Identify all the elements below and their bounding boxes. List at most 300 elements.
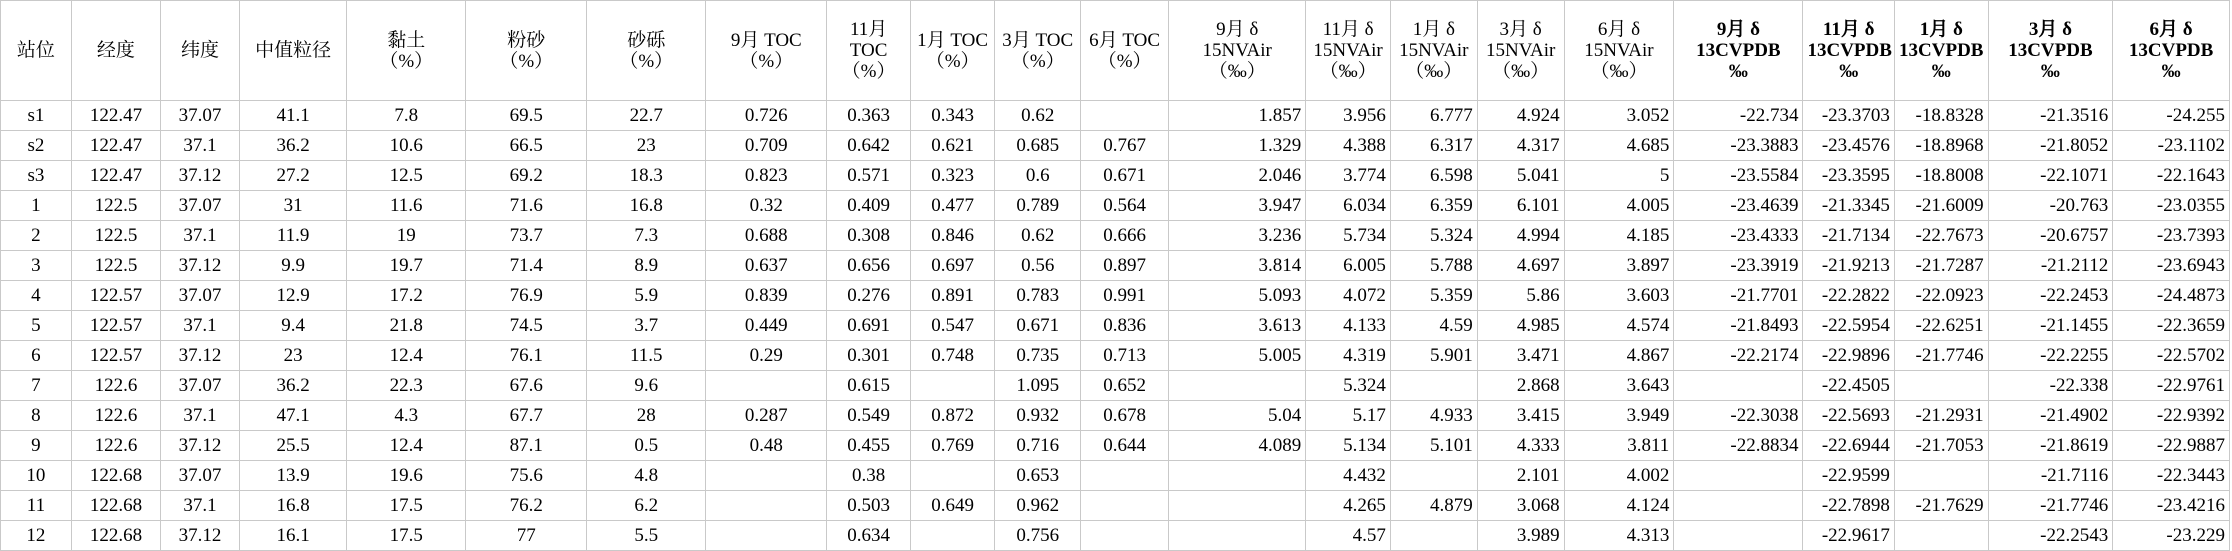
- station-cell[interactable]: 8: [1, 401, 72, 431]
- station-cell[interactable]: 2: [1, 221, 72, 251]
- table-cell[interactable]: [1081, 491, 1169, 521]
- table-cell[interactable]: 0.846: [910, 221, 995, 251]
- table-cell[interactable]: 1.329: [1169, 131, 1306, 161]
- table-cell[interactable]: 0.621: [910, 131, 995, 161]
- table-cell[interactable]: 6.034: [1306, 191, 1391, 221]
- table-cell[interactable]: -23.3919: [1674, 251, 1803, 281]
- table-cell[interactable]: 4.089: [1169, 431, 1306, 461]
- station-cell[interactable]: 12: [1, 521, 72, 551]
- table-cell[interactable]: -23.4639: [1674, 191, 1803, 221]
- table-cell[interactable]: 7.3: [587, 221, 706, 251]
- table-cell[interactable]: 0.823: [706, 161, 827, 191]
- station-cell[interactable]: s3: [1, 161, 72, 191]
- table-cell[interactable]: 16.8: [239, 491, 346, 521]
- table-cell[interactable]: 122.6: [71, 371, 160, 401]
- table-cell[interactable]: 0.477: [910, 191, 995, 221]
- station-cell[interactable]: 7: [1, 371, 72, 401]
- table-cell[interactable]: 3.613: [1169, 311, 1306, 341]
- table-cell[interactable]: -23.4576: [1803, 131, 1894, 161]
- table-cell[interactable]: 4.59: [1390, 311, 1477, 341]
- table-cell[interactable]: 37.1: [161, 131, 240, 161]
- table-cell[interactable]: 0.547: [910, 311, 995, 341]
- table-cell[interactable]: 3.7: [587, 311, 706, 341]
- table-cell[interactable]: 19.7: [347, 251, 466, 281]
- table-cell[interactable]: -23.0355: [2113, 191, 2230, 221]
- table-cell[interactable]: -23.4333: [1674, 221, 1803, 251]
- table-cell[interactable]: 3.989: [1477, 521, 1564, 551]
- table-cell[interactable]: 4.388: [1306, 131, 1391, 161]
- column-header[interactable]: 11月 δ 13CVPDB ‰: [1803, 1, 1894, 101]
- table-cell[interactable]: [910, 521, 995, 551]
- table-cell[interactable]: [1390, 521, 1477, 551]
- table-cell[interactable]: 1.095: [995, 371, 1081, 401]
- table-cell[interactable]: -22.1643: [2113, 161, 2230, 191]
- table-cell[interactable]: 5.788: [1390, 251, 1477, 281]
- table-cell[interactable]: 3.471: [1477, 341, 1564, 371]
- table-cell[interactable]: [706, 491, 827, 521]
- table-cell[interactable]: -23.1102: [2113, 131, 2230, 161]
- table-cell[interactable]: -21.8619: [1988, 431, 2113, 461]
- station-cell[interactable]: s2: [1, 131, 72, 161]
- table-cell[interactable]: 122.68: [71, 461, 160, 491]
- table-cell[interactable]: [910, 461, 995, 491]
- table-cell[interactable]: 0.709: [706, 131, 827, 161]
- table-cell[interactable]: -21.7116: [1988, 461, 2113, 491]
- station-cell[interactable]: 6: [1, 341, 72, 371]
- column-header[interactable]: 6月 δ 13CVPDB ‰: [2113, 1, 2230, 101]
- table-cell[interactable]: 0.688: [706, 221, 827, 251]
- table-cell[interactable]: -22.3659: [2113, 311, 2230, 341]
- table-cell[interactable]: 0.571: [827, 161, 910, 191]
- column-header[interactable]: 3月 δ 13CVPDB ‰: [1988, 1, 2113, 101]
- table-cell[interactable]: 0.56: [995, 251, 1081, 281]
- table-cell[interactable]: 37.07: [161, 371, 240, 401]
- table-cell[interactable]: -21.7053: [1894, 431, 1988, 461]
- table-cell[interactable]: [706, 521, 827, 551]
- table-cell[interactable]: 71.4: [466, 251, 587, 281]
- table-cell[interactable]: [1894, 521, 1988, 551]
- table-cell[interactable]: [1081, 461, 1169, 491]
- table-cell[interactable]: 76.2: [466, 491, 587, 521]
- table-cell[interactable]: 37.12: [161, 251, 240, 281]
- table-cell[interactable]: 75.6: [466, 461, 587, 491]
- table-cell[interactable]: 0.29: [706, 341, 827, 371]
- table-cell[interactable]: 6.005: [1306, 251, 1391, 281]
- table-cell[interactable]: 0.287: [706, 401, 827, 431]
- table-cell[interactable]: 5.005: [1169, 341, 1306, 371]
- table-cell[interactable]: 23: [587, 131, 706, 161]
- table-cell[interactable]: [1894, 371, 1988, 401]
- table-cell[interactable]: 69.2: [466, 161, 587, 191]
- table-cell[interactable]: [1674, 371, 1803, 401]
- table-cell[interactable]: 4.432: [1306, 461, 1391, 491]
- table-cell[interactable]: -23.4216: [2113, 491, 2230, 521]
- table-cell[interactable]: 22.7: [587, 101, 706, 131]
- table-cell[interactable]: 0.276: [827, 281, 910, 311]
- table-cell[interactable]: -22.0923: [1894, 281, 1988, 311]
- table-cell[interactable]: 37.12: [161, 431, 240, 461]
- table-cell[interactable]: 3.947: [1169, 191, 1306, 221]
- table-cell[interactable]: 0.363: [827, 101, 910, 131]
- table-cell[interactable]: 122.5: [71, 251, 160, 281]
- table-cell[interactable]: 37.07: [161, 281, 240, 311]
- table-cell[interactable]: -21.2931: [1894, 401, 1988, 431]
- table-cell[interactable]: 69.5: [466, 101, 587, 131]
- table-cell[interactable]: 71.6: [466, 191, 587, 221]
- table-cell[interactable]: -22.7898: [1803, 491, 1894, 521]
- table-cell[interactable]: 4.133: [1306, 311, 1391, 341]
- table-cell[interactable]: 16.8: [587, 191, 706, 221]
- table-cell[interactable]: 122.6: [71, 401, 160, 431]
- column-header[interactable]: 6月 δ 15NVAir （‰）: [1564, 1, 1674, 101]
- table-cell[interactable]: 3.415: [1477, 401, 1564, 431]
- table-cell[interactable]: 77: [466, 521, 587, 551]
- column-header[interactable]: 3月 δ 15NVAir （‰）: [1477, 1, 1564, 101]
- table-cell[interactable]: 12.5: [347, 161, 466, 191]
- table-cell[interactable]: -24.255: [2113, 101, 2230, 131]
- table-cell[interactable]: 0.872: [910, 401, 995, 431]
- table-cell[interactable]: -23.229: [2113, 521, 2230, 551]
- table-cell[interactable]: 0.767: [1081, 131, 1169, 161]
- station-cell[interactable]: s1: [1, 101, 72, 131]
- table-cell[interactable]: [1169, 491, 1306, 521]
- table-cell[interactable]: [1894, 461, 1988, 491]
- table-cell[interactable]: -23.5584: [1674, 161, 1803, 191]
- table-cell[interactable]: 37.12: [161, 521, 240, 551]
- table-cell[interactable]: [1169, 461, 1306, 491]
- table-cell[interactable]: -22.2822: [1803, 281, 1894, 311]
- table-cell[interactable]: 4.317: [1477, 131, 1564, 161]
- table-cell[interactable]: [1169, 521, 1306, 551]
- table-cell[interactable]: 37.07: [161, 461, 240, 491]
- table-cell[interactable]: 41.1: [239, 101, 346, 131]
- table-cell[interactable]: -21.7629: [1894, 491, 1988, 521]
- table-cell[interactable]: -22.9896: [1803, 341, 1894, 371]
- table-cell[interactable]: 122.68: [71, 521, 160, 551]
- table-cell[interactable]: 122.57: [71, 341, 160, 371]
- table-cell[interactable]: 37.12: [161, 161, 240, 191]
- column-header[interactable]: 3月 TOC （%）: [995, 1, 1081, 101]
- table-cell[interactable]: 0.549: [827, 401, 910, 431]
- table-cell[interactable]: 0.769: [910, 431, 995, 461]
- table-cell[interactable]: 17.5: [347, 521, 466, 551]
- table-cell[interactable]: -21.9213: [1803, 251, 1894, 281]
- table-cell[interactable]: 4.574: [1564, 311, 1674, 341]
- table-cell[interactable]: 21.8: [347, 311, 466, 341]
- table-cell[interactable]: 7.8: [347, 101, 466, 131]
- table-cell[interactable]: -21.1455: [1988, 311, 2113, 341]
- table-cell[interactable]: 4.072: [1306, 281, 1391, 311]
- table-cell[interactable]: [1674, 491, 1803, 521]
- table-cell[interactable]: 37.07: [161, 101, 240, 131]
- table-cell[interactable]: -21.8493: [1674, 311, 1803, 341]
- table-cell[interactable]: 11.9: [239, 221, 346, 251]
- table-cell[interactable]: 5.134: [1306, 431, 1391, 461]
- table-cell[interactable]: 0.652: [1081, 371, 1169, 401]
- table-cell[interactable]: [1674, 521, 1803, 551]
- table-cell[interactable]: 0.789: [995, 191, 1081, 221]
- table-cell[interactable]: -23.6943: [2113, 251, 2230, 281]
- table-cell[interactable]: -21.3345: [1803, 191, 1894, 221]
- table-cell[interactable]: 22.3: [347, 371, 466, 401]
- table-cell[interactable]: -22.8834: [1674, 431, 1803, 461]
- table-cell[interactable]: 6.2: [587, 491, 706, 521]
- table-cell[interactable]: 87.1: [466, 431, 587, 461]
- table-cell[interactable]: -22.2543: [1988, 521, 2113, 551]
- table-cell[interactable]: 122.57: [71, 281, 160, 311]
- column-header[interactable]: 9月 δ 13CVPDB ‰: [1674, 1, 1803, 101]
- table-cell[interactable]: 3.774: [1306, 161, 1391, 191]
- table-cell[interactable]: 5.359: [1390, 281, 1477, 311]
- table-cell[interactable]: 9.6: [587, 371, 706, 401]
- table-cell[interactable]: 66.5: [466, 131, 587, 161]
- table-cell[interactable]: 4.867: [1564, 341, 1674, 371]
- table-cell[interactable]: 31: [239, 191, 346, 221]
- table-cell[interactable]: -22.338: [1988, 371, 2113, 401]
- table-cell[interactable]: 16.1: [239, 521, 346, 551]
- table-cell[interactable]: 4.994: [1477, 221, 1564, 251]
- column-header[interactable]: 黏土 （%）: [347, 1, 466, 101]
- table-cell[interactable]: -18.8008: [1894, 161, 1988, 191]
- table-cell[interactable]: -23.3703: [1803, 101, 1894, 131]
- table-cell[interactable]: 4.57: [1306, 521, 1391, 551]
- table-cell[interactable]: -21.7746: [1894, 341, 1988, 371]
- table-cell[interactable]: 0.891: [910, 281, 995, 311]
- table-cell[interactable]: [1081, 521, 1169, 551]
- table-cell[interactable]: 0.713: [1081, 341, 1169, 371]
- table-cell[interactable]: -21.7701: [1674, 281, 1803, 311]
- table-cell[interactable]: 0.409: [827, 191, 910, 221]
- column-header[interactable]: 站位: [1, 1, 72, 101]
- table-cell[interactable]: -22.9599: [1803, 461, 1894, 491]
- table-cell[interactable]: 122.47: [71, 161, 160, 191]
- table-cell[interactable]: 6.777: [1390, 101, 1477, 131]
- table-cell[interactable]: 2.101: [1477, 461, 1564, 491]
- table-cell[interactable]: [706, 461, 827, 491]
- table-cell[interactable]: 0.62: [995, 221, 1081, 251]
- table-cell[interactable]: -22.9887: [2113, 431, 2230, 461]
- table-cell[interactable]: 0.62: [995, 101, 1081, 131]
- table-cell[interactable]: 122.68: [71, 491, 160, 521]
- table-cell[interactable]: 122.5: [71, 191, 160, 221]
- column-header[interactable]: 6月 TOC （%）: [1081, 1, 1169, 101]
- table-cell[interactable]: 0.323: [910, 161, 995, 191]
- table-cell[interactable]: 5.734: [1306, 221, 1391, 251]
- table-cell[interactable]: 37.1: [161, 401, 240, 431]
- table-cell[interactable]: 4.333: [1477, 431, 1564, 461]
- table-cell[interactable]: 4.005: [1564, 191, 1674, 221]
- table-cell[interactable]: 73.7: [466, 221, 587, 251]
- table-cell[interactable]: 11.6: [347, 191, 466, 221]
- table-cell[interactable]: 0.756: [995, 521, 1081, 551]
- table-cell[interactable]: 19: [347, 221, 466, 251]
- station-cell[interactable]: 10: [1, 461, 72, 491]
- table-cell[interactable]: 37.1: [161, 311, 240, 341]
- column-header[interactable]: 纬度: [161, 1, 240, 101]
- table-cell[interactable]: 76.9: [466, 281, 587, 311]
- table-cell[interactable]: 0.649: [910, 491, 995, 521]
- table-cell[interactable]: -22.9392: [2113, 401, 2230, 431]
- table-cell[interactable]: 4.124: [1564, 491, 1674, 521]
- table-cell[interactable]: 9.4: [239, 311, 346, 341]
- table-cell[interactable]: 37.1: [161, 221, 240, 251]
- table-cell[interactable]: -21.7134: [1803, 221, 1894, 251]
- table-cell[interactable]: 0.697: [910, 251, 995, 281]
- table-cell[interactable]: 0.455: [827, 431, 910, 461]
- table-cell[interactable]: 13.9: [239, 461, 346, 491]
- table-cell[interactable]: -21.4902: [1988, 401, 2113, 431]
- table-cell[interactable]: 0.653: [995, 461, 1081, 491]
- table-cell[interactable]: -23.3883: [1674, 131, 1803, 161]
- table-cell[interactable]: 12.9: [239, 281, 346, 311]
- table-cell[interactable]: 4.685: [1564, 131, 1674, 161]
- table-cell[interactable]: 5.5: [587, 521, 706, 551]
- table-cell[interactable]: 3.814: [1169, 251, 1306, 281]
- table-cell[interactable]: 0.642: [827, 131, 910, 161]
- station-cell[interactable]: 1: [1, 191, 72, 221]
- table-cell[interactable]: 122.5: [71, 221, 160, 251]
- table-cell[interactable]: 0.897: [1081, 251, 1169, 281]
- table-cell[interactable]: -22.7673: [1894, 221, 1988, 251]
- table-cell[interactable]: 5.093: [1169, 281, 1306, 311]
- table-cell[interactable]: 0.726: [706, 101, 827, 131]
- table-cell[interactable]: -21.7287: [1894, 251, 1988, 281]
- table-cell[interactable]: 0.343: [910, 101, 995, 131]
- table-cell[interactable]: 5: [1564, 161, 1674, 191]
- table-cell[interactable]: 5.101: [1390, 431, 1477, 461]
- column-header[interactable]: 9月 TOC （%）: [706, 1, 827, 101]
- table-cell[interactable]: 0.637: [706, 251, 827, 281]
- column-header[interactable]: 11月 δ 15NVAir （‰）: [1306, 1, 1391, 101]
- table-cell[interactable]: 0.666: [1081, 221, 1169, 251]
- table-cell[interactable]: -22.6944: [1803, 431, 1894, 461]
- table-cell[interactable]: 122.57: [71, 311, 160, 341]
- table-cell[interactable]: 0.748: [910, 341, 995, 371]
- table-cell[interactable]: 6.598: [1390, 161, 1477, 191]
- station-cell[interactable]: 4: [1, 281, 72, 311]
- table-cell[interactable]: 4.265: [1306, 491, 1391, 521]
- table-cell[interactable]: 3.949: [1564, 401, 1674, 431]
- table-cell[interactable]: 3.068: [1477, 491, 1564, 521]
- table-cell[interactable]: 4.924: [1477, 101, 1564, 131]
- table-cell[interactable]: 0.308: [827, 221, 910, 251]
- table-cell[interactable]: -22.2255: [1988, 341, 2113, 371]
- table-cell[interactable]: 122.6: [71, 431, 160, 461]
- table-cell[interactable]: 4.933: [1390, 401, 1477, 431]
- table-cell[interactable]: 4.697: [1477, 251, 1564, 281]
- column-header[interactable]: 9月 δ 15NVAir （‰）: [1169, 1, 1306, 101]
- column-header[interactable]: 1月 δ 13CVPDB ‰: [1894, 1, 1988, 101]
- table-cell[interactable]: -18.8328: [1894, 101, 1988, 131]
- table-cell[interactable]: 3.811: [1564, 431, 1674, 461]
- table-cell[interactable]: -23.7393: [2113, 221, 2230, 251]
- table-cell[interactable]: 5.324: [1306, 371, 1391, 401]
- station-cell[interactable]: 9: [1, 431, 72, 461]
- table-cell[interactable]: 12.4: [347, 431, 466, 461]
- table-cell[interactable]: 17.5: [347, 491, 466, 521]
- table-cell[interactable]: 19.6: [347, 461, 466, 491]
- table-cell[interactable]: [1390, 461, 1477, 491]
- table-cell[interactable]: 3.956: [1306, 101, 1391, 131]
- table-cell[interactable]: 6.101: [1477, 191, 1564, 221]
- table-cell[interactable]: -22.3038: [1674, 401, 1803, 431]
- table-cell[interactable]: 0.6: [995, 161, 1081, 191]
- table-cell[interactable]: -22.1071: [1988, 161, 2113, 191]
- table-cell[interactable]: 0.634: [827, 521, 910, 551]
- table-cell[interactable]: 0.685: [995, 131, 1081, 161]
- column-header[interactable]: 11月 TOC （%）: [827, 1, 910, 101]
- table-cell[interactable]: -21.7746: [1988, 491, 2113, 521]
- table-cell[interactable]: 2.868: [1477, 371, 1564, 401]
- table-cell[interactable]: 4.3: [347, 401, 466, 431]
- table-cell[interactable]: 4.319: [1306, 341, 1391, 371]
- table-cell[interactable]: -22.6251: [1894, 311, 1988, 341]
- table-cell[interactable]: 37.1: [161, 491, 240, 521]
- table-cell[interactable]: 2.046: [1169, 161, 1306, 191]
- table-cell[interactable]: 5.17: [1306, 401, 1391, 431]
- table-cell[interactable]: 23: [239, 341, 346, 371]
- table-cell[interactable]: 12.4: [347, 341, 466, 371]
- column-header[interactable]: 1月 δ 15NVAir （‰）: [1390, 1, 1477, 101]
- table-cell[interactable]: [1390, 371, 1477, 401]
- table-cell[interactable]: 0.32: [706, 191, 827, 221]
- table-cell[interactable]: 11.5: [587, 341, 706, 371]
- table-cell[interactable]: 47.1: [239, 401, 346, 431]
- table-cell[interactable]: -24.4873: [2113, 281, 2230, 311]
- table-cell[interactable]: -22.734: [1674, 101, 1803, 131]
- table-cell[interactable]: -22.3443: [2113, 461, 2230, 491]
- table-cell[interactable]: 4.313: [1564, 521, 1674, 551]
- table-cell[interactable]: 0.671: [1081, 161, 1169, 191]
- table-cell[interactable]: -22.5693: [1803, 401, 1894, 431]
- table-cell[interactable]: 5.86: [1477, 281, 1564, 311]
- table-cell[interactable]: 5.324: [1390, 221, 1477, 251]
- station-cell[interactable]: 3: [1, 251, 72, 281]
- table-cell[interactable]: 0.836: [1081, 311, 1169, 341]
- table-cell[interactable]: 4.8: [587, 461, 706, 491]
- table-cell[interactable]: 36.2: [239, 131, 346, 161]
- table-cell[interactable]: 4.985: [1477, 311, 1564, 341]
- column-header[interactable]: 粉砂 （%）: [466, 1, 587, 101]
- table-cell[interactable]: 37.07: [161, 191, 240, 221]
- table-cell[interactable]: 3.603: [1564, 281, 1674, 311]
- table-cell[interactable]: 3.236: [1169, 221, 1306, 251]
- table-cell[interactable]: 74.5: [466, 311, 587, 341]
- table-cell[interactable]: 0.449: [706, 311, 827, 341]
- table-cell[interactable]: [1674, 461, 1803, 491]
- table-cell[interactable]: 36.2: [239, 371, 346, 401]
- table-cell[interactable]: [1169, 371, 1306, 401]
- table-cell[interactable]: 6.359: [1390, 191, 1477, 221]
- table-cell[interactable]: [706, 371, 827, 401]
- table-cell[interactable]: 25.5: [239, 431, 346, 461]
- station-cell[interactable]: 5: [1, 311, 72, 341]
- table-cell[interactable]: -23.3595: [1803, 161, 1894, 191]
- table-cell[interactable]: 0.678: [1081, 401, 1169, 431]
- table-cell[interactable]: 67.7: [466, 401, 587, 431]
- column-header[interactable]: 经度: [71, 1, 160, 101]
- table-cell[interactable]: 0.932: [995, 401, 1081, 431]
- table-cell[interactable]: -22.5954: [1803, 311, 1894, 341]
- table-cell[interactable]: 28: [587, 401, 706, 431]
- table-cell[interactable]: -22.5702: [2113, 341, 2230, 371]
- table-cell[interactable]: 0.503: [827, 491, 910, 521]
- table-cell[interactable]: 122.47: [71, 131, 160, 161]
- table-cell[interactable]: 0.962: [995, 491, 1081, 521]
- table-cell[interactable]: -20.763: [1988, 191, 2113, 221]
- table-cell[interactable]: 10.6: [347, 131, 466, 161]
- table-cell[interactable]: 5.04: [1169, 401, 1306, 431]
